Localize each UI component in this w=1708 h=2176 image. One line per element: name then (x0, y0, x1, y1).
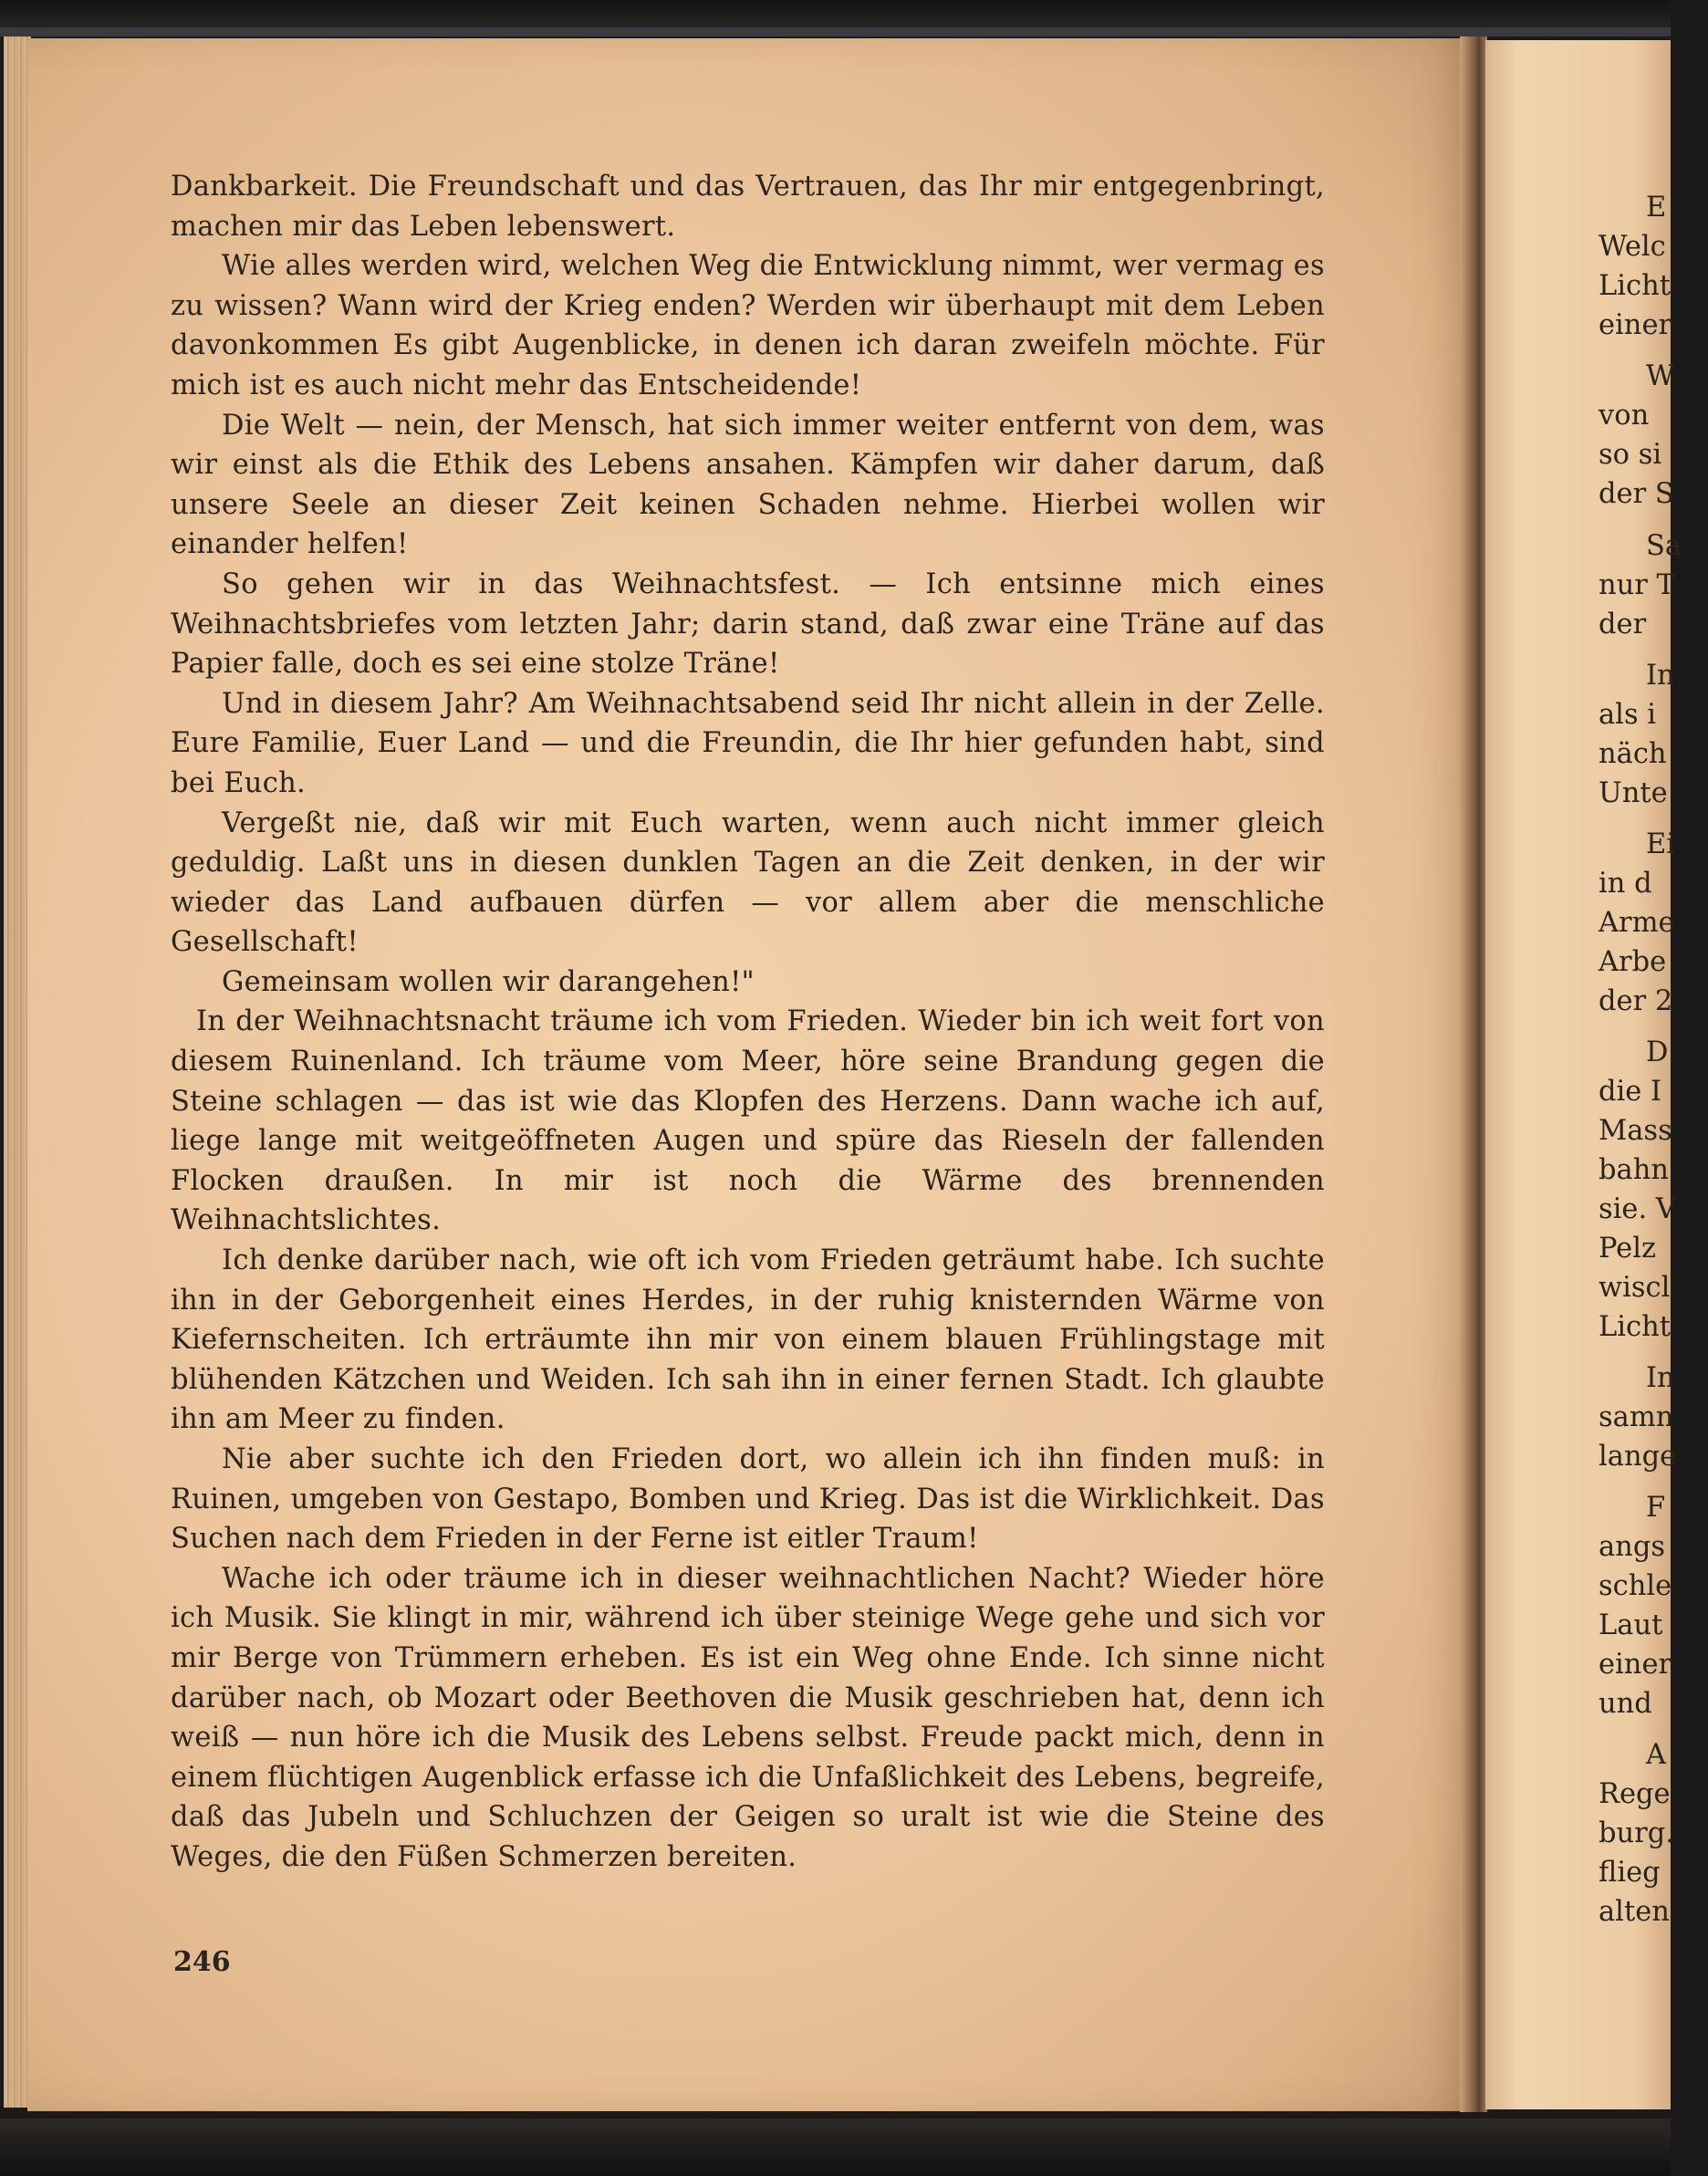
text-fragment: so si (1599, 439, 1662, 471)
text-fragment: burg. (1599, 1817, 1674, 1849)
text-fragment: F (1646, 1492, 1666, 1524)
text-fragment: In (1646, 1362, 1675, 1394)
book-cover-edge (0, 27, 1671, 36)
paragraph: Vergeßt nie, daß wir mit Euch warten, wenn auch nicht immer gleich geduldig. Laßt uns in diesen dunklen Tagen an die Zeit denken, in der wir wieder das Land aufbauen dürfen — vor allem aber die menschliche Gesellschaft! (171, 807, 1325, 959)
text-fragment: angs (1599, 1531, 1666, 1563)
text-fragment: A (1646, 1739, 1667, 1771)
text-fragment: Laut (1599, 1609, 1663, 1641)
paragraph: Dankbarkeit. Die Freundschaft und das Vertrauen, das Ihr mir entgegenbringt, machen mir das Leben lebenswert. (171, 171, 1325, 243)
text-fragment: Rege (1599, 1778, 1671, 1810)
text-fragment: und (1599, 1688, 1652, 1720)
text-fragment: Licht (1599, 270, 1671, 302)
text-fragment: nur T (1599, 569, 1675, 601)
text-fragment: einer (1599, 309, 1672, 341)
scan-background-bottom (0, 2119, 1671, 2176)
text-fragment: alten (1599, 1896, 1670, 1928)
text-fragment: Licht (1599, 1311, 1671, 1343)
book-gutter (1460, 36, 1487, 2112)
text-fragment: Unte (1599, 777, 1668, 809)
text-fragment: E (1646, 192, 1667, 224)
text-fragment: Pelz (1599, 1233, 1657, 1265)
text-fragment: in d (1599, 868, 1652, 900)
text-fragment: der (1599, 609, 1647, 640)
text-fragment: samn (1599, 1401, 1674, 1433)
text-fragment: lange (1599, 1441, 1677, 1473)
paragraph: Die Welt — nein, der Mensch, hat sich immer weiter entfernt von dem, was wir einst als die Ethik des Lebens ansahen. Kämpfen wir daher darum, daß unsere Seele an dieser Zeit keinen Schaden nehme. Hierbei wollen wir einander helfen! (171, 409, 1325, 561)
text-fragment: einer (1599, 1649, 1672, 1681)
text-fragment: Welc (1599, 231, 1666, 263)
text-fragment: Ei (1646, 828, 1676, 860)
text-fragment: wiscl (1599, 1272, 1671, 1304)
paragraph: Gemeinsam wollen wir darangehen!" (222, 965, 755, 998)
text-fragment: Mass (1599, 1115, 1672, 1147)
paragraph: Ich denke darüber nach, wie oft ich vom Frieden geträumt habe. Ich suchte ihn in der Geborgenheit eines Herdes, in der ruhig knisternden Wärme von Kiefernscheiten. Ich erträumte ihn mir von einem blauen Frühlingstage mit blühenden Kätzchen und Weiden. Ich sah ihn in einer fernen Stadt. Ich glaubte ihn am Meer zu finden. (171, 1244, 1325, 1436)
text-fragment: Arbe (1599, 946, 1667, 978)
paragraph: So gehen wir in das Weihnachtsfest. — Ich entsinne mich eines Weihnachtsbriefes vom letzten Jahr; darin stand, daß zwar eine Träne auf das Papier falle, doch es sei eine stolze Träne! (171, 567, 1325, 681)
text-fragment: die I (1599, 1076, 1662, 1108)
text-fragment: von (1599, 400, 1650, 432)
paragraph: Wie alles werden wird, welchen Weg die Entwicklung nimmt, wer vermag es zu wissen? Wann wird der Krieg enden? Werden wir überhaupt mit dem Leben davonkommen Es gibt Augenblicke, in denen ich daran zweifeln möchte. Für mich ist es auch nicht mehr das Entscheidende! (171, 250, 1325, 401)
paragraph: Nie aber suchte ich den Frieden dort, wo allein ich ihn finden muß: in Ruinen, umgeben von Gestapo, Bomben und Krieg. Das ist die Wirklichkeit. Das Suchen nach dem Frieden in der Ferne ist eitler Traum! (171, 1443, 1325, 1556)
left-page-text (171, 167, 1325, 1878)
text-fragment: der S (1599, 478, 1674, 510)
paragraph: In der Weihnachtsnacht träume ich vom Frieden. Wieder bin ich weit fort von diesem Ruinenland. Ich träume vom Meer, höre seine Brandung gegen die Steine schlagen — das ist wie das Klopfen des Herzens. Dann wache ich auf, liege lange mit weitgeöffneten Augen und spüre das Rieseln der fallenden Flocken draußen. In mir ist noch die Wärme des brennenden Weihnachtslichtes. (171, 1005, 1325, 1237)
text-fragment: Sa (1646, 530, 1682, 562)
text-fragment: bahn (1599, 1154, 1669, 1186)
text-fragment: In (1646, 660, 1675, 692)
text-fragment: sie. V (1599, 1193, 1676, 1225)
text-fragment: näch (1599, 738, 1667, 770)
text-fragment: D (1646, 1036, 1669, 1068)
text-fragment: flieg (1599, 1857, 1661, 1889)
text-fragment: Arme (1599, 907, 1675, 939)
paragraph: Wache ich oder träume ich in dieser weihnachtlichen Nacht? Wieder höre ich Musik. Sie klingt in mir, während ich über steinige Wege gehe und sich vor mir Berge von Trümmern erheben. Es ist ein Weg ohne Ende. Ich sinne nicht darüber nach, ob Mozart oder Beethoven die Musik geschrieben hat, denn ich weiß — nun höre ich die Musik des Lebens selbst. Freude packt mich, denn in einem flüchtigen Augenblick erfasse ich die Unfaßlichkeit des Lebens, begreife, daß das Jubeln und Schluchzen der Geigen so uralt ist wie die Steine des Weges, die den Füßen Schmerzen bereiten. (171, 1562, 1325, 1873)
text-fragment: schle (1599, 1570, 1672, 1602)
text-fragment: der 2 (1599, 985, 1673, 1017)
page-number: 246 (173, 1946, 231, 1978)
paragraph: Und in diesem Jahr? Am Weihnachtsabend seid Ihr nicht allein in der Zelle. Eure Familie, Euer Land — und die Freundin, die Ihr hier gefunden habt, sind bei Euch. (171, 687, 1325, 799)
text-fragment: W (1646, 360, 1675, 392)
text-fragment: als i (1599, 699, 1657, 731)
